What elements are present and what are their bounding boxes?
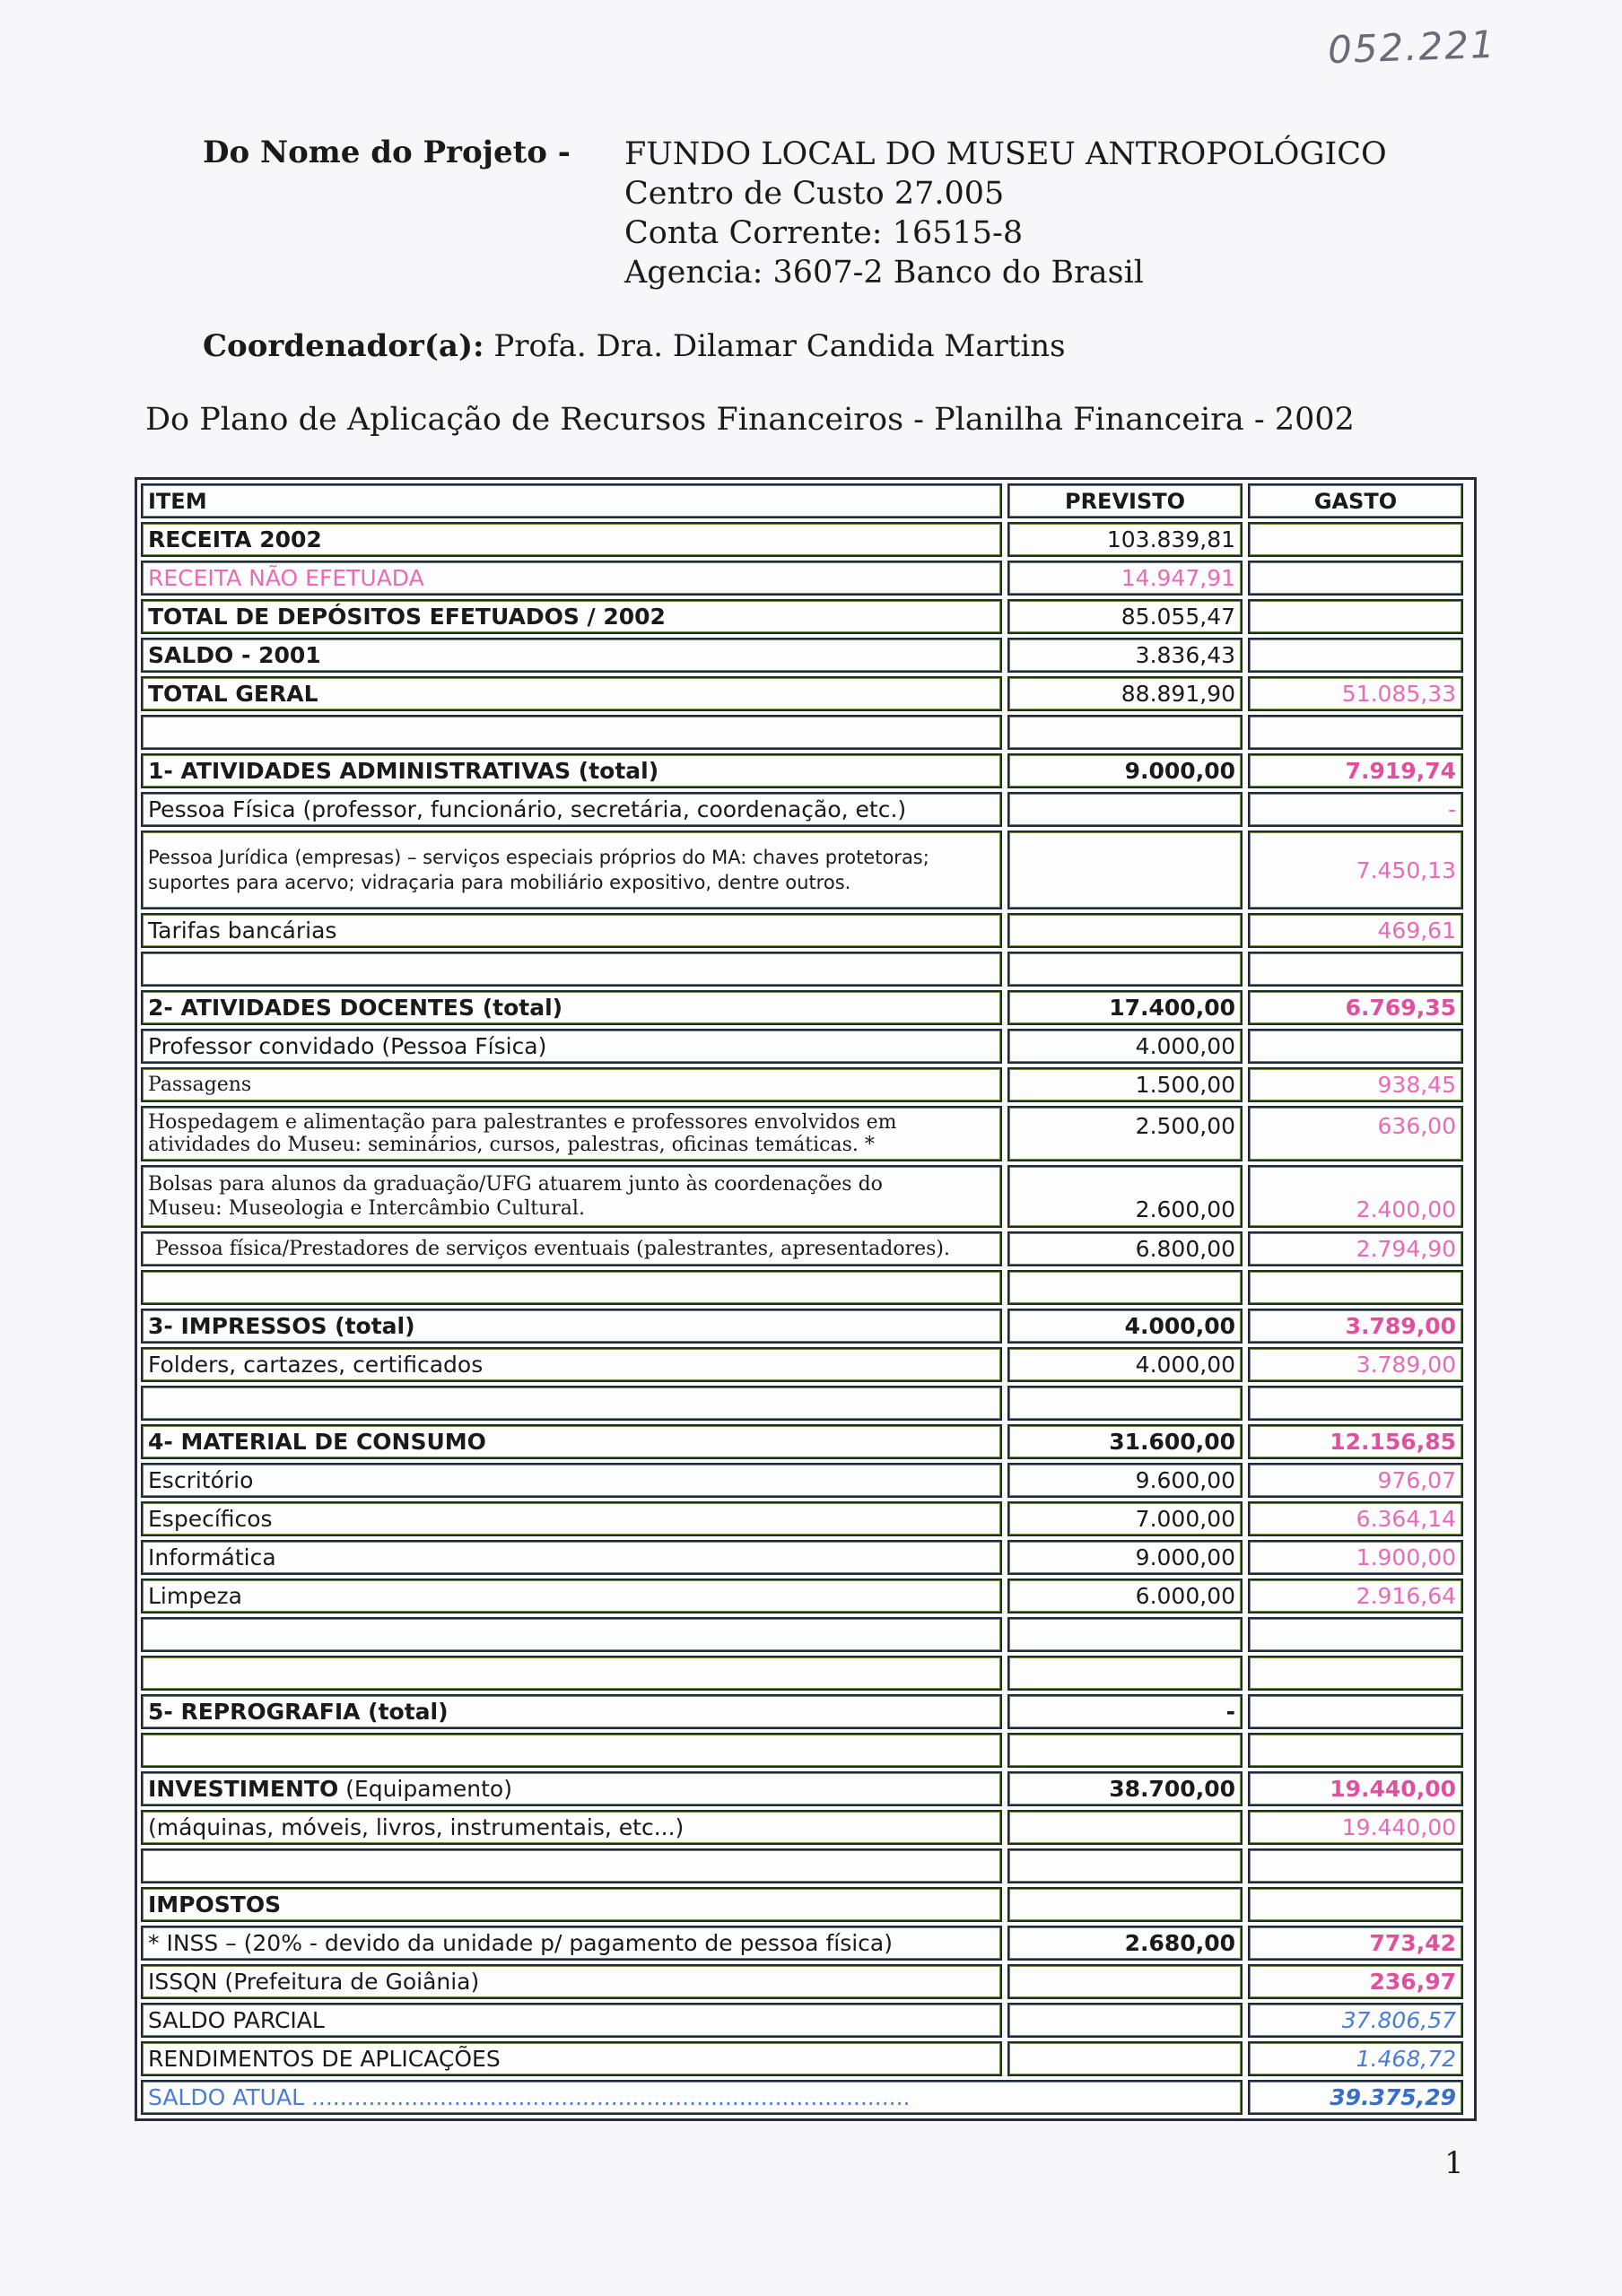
row-item: [141, 1617, 1002, 1652]
row-item: 4- MATERIAL DE CONSUMO: [141, 1424, 1002, 1459]
table-row: [141, 676, 1470, 711]
table-row: [141, 561, 1470, 596]
page-number: 1: [1444, 2145, 1464, 2181]
row-item: [141, 715, 1002, 750]
row-gasto: 39.375,29: [1248, 2080, 1463, 2115]
plan-title: Do Plano de Aplicação de Recursos Financeiros - Planilha Financeira - 2002: [145, 402, 1355, 438]
table-row: [141, 1771, 1470, 1806]
row-item: [141, 1165, 1002, 1228]
row-previsto: 4.000,00: [1007, 1309, 1243, 1344]
row-item-rest: (Equipamento): [338, 1776, 512, 1802]
row-item: [141, 1848, 1002, 1883]
header-previsto: PREVISTO: [1007, 483, 1243, 518]
row-previsto: 6.800,00: [1007, 1231, 1243, 1266]
table-row: [141, 2003, 1470, 2038]
table-row: [141, 1540, 1470, 1575]
row-item: [141, 1270, 1002, 1305]
table-row-empty: [141, 1617, 1470, 1652]
row-previsto: 4.000,00: [1007, 1347, 1243, 1382]
project-label: Do Nome do Projeto -: [203, 135, 571, 170]
row-gasto: [1248, 1029, 1463, 1064]
row-item: [141, 1771, 1002, 1806]
row-item: 1- ATIVIDADES ADMINISTRATIVAS (total): [141, 753, 1002, 788]
row-gasto: [1248, 1848, 1463, 1883]
table-header-row: [141, 483, 1470, 518]
row-previsto: 9.000,00: [1007, 1540, 1243, 1575]
row-previsto: 1.500,00: [1007, 1067, 1243, 1102]
table-row-total: [141, 2080, 1470, 2115]
row-previsto: 2.680,00: [1007, 1926, 1243, 1961]
row-gasto: 19.440,00: [1248, 1810, 1463, 1845]
row-previsto: [1007, 1733, 1243, 1768]
row-item: TOTAL GERAL: [141, 676, 1002, 711]
row-gasto: 236,97: [1248, 1964, 1463, 1999]
row-previsto: [1007, 2003, 1243, 2038]
row-previsto: [1007, 1656, 1243, 1691]
row-previsto: 88.891,90: [1007, 676, 1243, 711]
row-gasto: 12.156,85: [1248, 1424, 1463, 1459]
row-item: [141, 1733, 1002, 1768]
row-item: Folders, cartazes, certificados: [141, 1347, 1002, 1382]
bank-account: Conta Corrente: 16515-8: [624, 215, 1024, 251]
row-gasto: [1248, 1656, 1463, 1691]
row-gasto: 6.364,14: [1248, 1501, 1463, 1536]
row-previsto: [1007, 1848, 1243, 1883]
row-item: Pessoa física/Prestadores de serviços eventuais (palestrantes, apresentadores).: [141, 1231, 1002, 1266]
table-row: [141, 1347, 1470, 1382]
table-row: [141, 1424, 1470, 1459]
row-gasto: [1248, 1887, 1463, 1922]
row-gasto: [1248, 1386, 1463, 1421]
row-previsto: 85.055,47: [1007, 599, 1243, 634]
table-row-empty: [141, 1848, 1470, 1883]
row-gasto: -: [1248, 792, 1463, 827]
row-item: Tarifas bancárias: [141, 913, 1002, 948]
coordinator-name: Profa. Dra. Dilamar Candida Martins: [493, 328, 1066, 364]
row-previsto: 14.947,91: [1007, 561, 1243, 596]
table-row: [141, 638, 1470, 673]
row-previsto: [1007, 913, 1243, 948]
row-gasto: 938,45: [1248, 1067, 1463, 1102]
row-previsto: [1007, 1386, 1243, 1421]
row-gasto: [1248, 522, 1463, 557]
row-item-line-1: Hospedagem e alimentação para palestrantes e professores envolvidos em: [148, 1111, 897, 1134]
row-item-line-2: suportes para acervo; vidraçaria para mobiliário expositivo, dentre outros.: [148, 872, 851, 893]
table-row: [141, 913, 1470, 948]
table-row-empty: [141, 715, 1470, 750]
row-previsto: [1007, 715, 1243, 750]
document-code: 052.221: [1327, 22, 1497, 73]
row-previsto: -: [1007, 1694, 1243, 1729]
coordinator-line: [203, 328, 1066, 364]
row-item: 5- REPROGRAFIA (total): [141, 1694, 1002, 1729]
table-row: [141, 1578, 1470, 1613]
table-row: [141, 1106, 1470, 1161]
row-previsto: 9.000,00: [1007, 753, 1243, 788]
table-row: [141, 1231, 1470, 1266]
table-row-empty: [141, 1656, 1470, 1691]
row-gasto: 2.794,90: [1248, 1231, 1463, 1266]
row-gasto: [1248, 1270, 1463, 1305]
row-previsto: [1007, 792, 1243, 827]
table-row: [141, 599, 1470, 634]
row-previsto: 2.500,00: [1007, 1106, 1243, 1161]
row-item: Pessoa Física (professor, funcionário, secretária, coordenação, etc.): [141, 792, 1002, 827]
row-item: [141, 831, 1002, 909]
row-item: SALDO PARCIAL: [141, 2003, 1002, 2038]
row-item: SALDO - 2001: [141, 638, 1002, 673]
row-gasto: 3.789,00: [1248, 1347, 1463, 1382]
row-gasto: 37.806,57: [1248, 2003, 1463, 2038]
row-gasto: 51.085,33: [1248, 676, 1463, 711]
row-item-line-2: Museu: Museologia e Intercâmbio Cultural.: [148, 1197, 585, 1220]
table-row: [141, 753, 1470, 788]
table-row: [141, 990, 1470, 1025]
row-item: [141, 952, 1002, 987]
row-gasto: [1248, 1733, 1463, 1768]
table-row: [141, 1501, 1470, 1536]
table-row-empty: [141, 952, 1470, 987]
row-gasto: [1248, 715, 1463, 750]
row-gasto: [1248, 638, 1463, 673]
row-item: 3- IMPRESSOS (total): [141, 1309, 1002, 1344]
table-row: [141, 1067, 1470, 1102]
row-item: RECEITA 2002: [141, 522, 1002, 557]
row-gasto: [1248, 1617, 1463, 1652]
row-item-line-1: Bolsas para alunos da graduação/UFG atuarem junto às coordenações do: [148, 1173, 883, 1196]
row-previsto: [1007, 1617, 1243, 1652]
row-gasto: 1.900,00: [1248, 1540, 1463, 1575]
project-header: [203, 135, 1387, 292]
row-item: RENDIMENTOS DE APLICAÇÕES: [141, 2041, 1002, 2076]
row-previsto: 7.000,00: [1007, 1501, 1243, 1536]
row-item: SALDO ATUAL ....................................................................................: [141, 2080, 1243, 2115]
row-gasto: 7.919,74: [1248, 753, 1463, 788]
row-gasto: 2.400,00: [1248, 1165, 1463, 1228]
row-item: [141, 1656, 1002, 1691]
row-previsto: 6.000,00: [1007, 1578, 1243, 1613]
row-gasto: 1.468,72: [1248, 2041, 1463, 2076]
bank-agency: Agencia: 3607-2 Banco do Brasil: [624, 255, 1145, 291]
table-row: [141, 1029, 1470, 1064]
header-item: ITEM: [141, 483, 1002, 518]
row-gasto: [1248, 599, 1463, 634]
table-row-empty: [141, 1386, 1470, 1421]
project-name: FUNDO LOCAL DO MUSEU ANTROPOLÓGICO: [624, 136, 1387, 172]
row-gasto: [1248, 1694, 1463, 1729]
row-previsto: [1007, 1270, 1243, 1305]
coordinator-label: Coordenador(a):: [203, 328, 484, 364]
row-item: Informática: [141, 1540, 1002, 1575]
row-previsto: [1007, 831, 1243, 909]
row-item: [141, 1106, 1002, 1161]
row-item: RECEITA NÃO EFETUADA: [141, 561, 1002, 596]
table-row: [141, 2041, 1470, 2076]
row-previsto: 9.600,00: [1007, 1463, 1243, 1498]
table-row: [141, 1694, 1470, 1729]
row-gasto: 773,42: [1248, 1926, 1463, 1961]
row-gasto: 469,61: [1248, 913, 1463, 948]
row-gasto: 19.440,00: [1248, 1771, 1463, 1806]
row-gasto: 976,07: [1248, 1463, 1463, 1498]
table-row: [141, 1463, 1470, 1498]
row-previsto: 31.600,00: [1007, 1424, 1243, 1459]
row-previsto: 4.000,00: [1007, 1029, 1243, 1064]
row-previsto: [1007, 1810, 1243, 1845]
table-row: [141, 792, 1470, 827]
table-row: [141, 1926, 1470, 1961]
row-gasto: 6.769,35: [1248, 990, 1463, 1025]
row-item: Limpeza: [141, 1578, 1002, 1613]
row-item: Escritório: [141, 1463, 1002, 1498]
row-gasto: [1248, 561, 1463, 596]
table-row: [141, 1887, 1470, 1922]
row-previsto: 3.836,43: [1007, 638, 1243, 673]
table-row: [141, 1165, 1470, 1228]
row-gasto: 636,00: [1248, 1106, 1463, 1161]
row-item: Passagens: [141, 1067, 1002, 1102]
row-previsto: 38.700,00: [1007, 1771, 1243, 1806]
table-row: [141, 831, 1470, 909]
row-previsto: 2.600,00: [1007, 1165, 1243, 1228]
row-item-line-1: Pessoa Jurídica (empresas) – serviços especiais próprios do MA: chaves protetoras;: [148, 847, 929, 868]
table-row: [141, 1810, 1470, 1845]
cost-center: Centro de Custo 27.005: [624, 176, 1005, 212]
row-previsto: [1007, 1887, 1243, 1922]
row-previsto: [1007, 1964, 1243, 1999]
row-item: IMPOSTOS: [141, 1887, 1002, 1922]
row-item-line-2: atividades do Museu: seminários, cursos, palestras, oficinas temáticas. *: [148, 1134, 875, 1156]
row-gasto: [1248, 952, 1463, 987]
row-item: 2- ATIVIDADES DOCENTES (total): [141, 990, 1002, 1025]
row-previsto: [1007, 952, 1243, 987]
table-row-empty: [141, 1733, 1470, 1768]
table-row: [141, 1964, 1470, 1999]
header-gasto: GASTO: [1248, 483, 1463, 518]
row-item: [141, 1386, 1002, 1421]
row-gasto: 7.450,13: [1248, 831, 1463, 909]
project-details: [624, 135, 1387, 292]
row-gasto: 3.789,00: [1248, 1309, 1463, 1344]
row-item: Específicos: [141, 1501, 1002, 1536]
table-row: [141, 522, 1470, 557]
row-previsto: [1007, 2041, 1243, 2076]
row-item: ISSQN (Prefeitura de Goiânia): [141, 1964, 1002, 1999]
row-item: TOTAL DE DEPÓSITOS EFETUADOS / 2002: [141, 599, 1002, 634]
row-previsto: 17.400,00: [1007, 990, 1243, 1025]
row-item: Professor convidado (Pessoa Física): [141, 1029, 1002, 1064]
row-item: * INSS – (20% - devido da unidade p/ pagamento de pessoa física): [141, 1926, 1002, 1961]
row-previsto: 103.839,81: [1007, 522, 1243, 557]
financial-table: [135, 477, 1477, 2121]
table-row-empty: [141, 1270, 1470, 1305]
row-item-bold: INVESTIMENTO: [148, 1776, 339, 1802]
row-gasto: 2.916,64: [1248, 1578, 1463, 1613]
row-item: (máquinas, móveis, livros, instrumentais, etc...): [141, 1810, 1002, 1845]
table-row: [141, 1309, 1470, 1344]
